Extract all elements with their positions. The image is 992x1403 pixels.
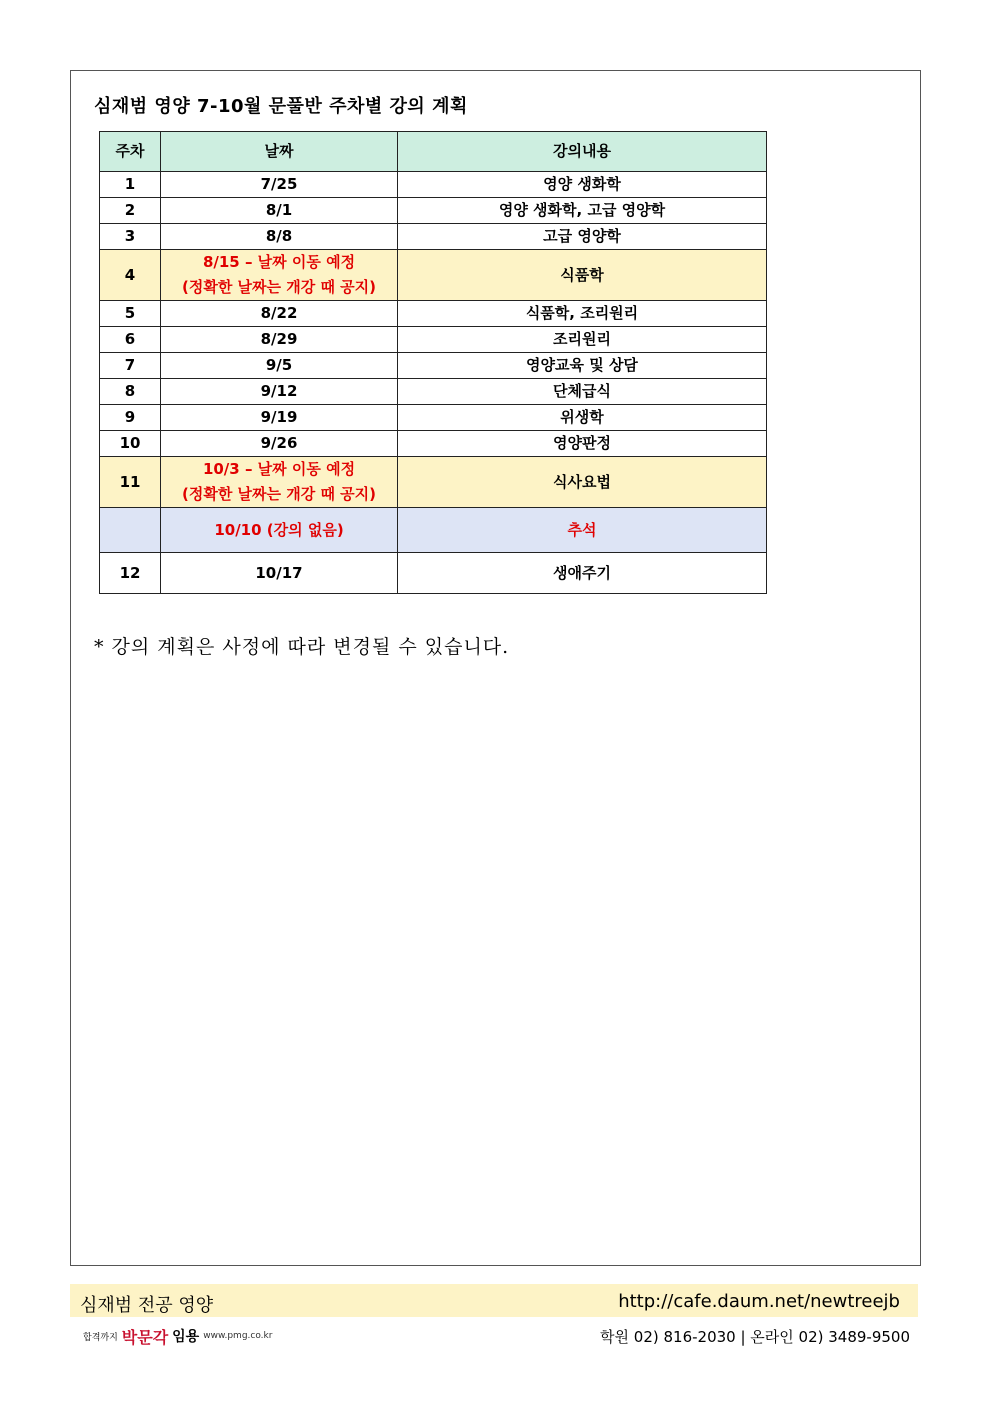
page-title: 심재범 영양 7-10월 문풀반 주차별 강의 계획 — [94, 96, 468, 117]
date-cell: 10/17 — [161, 553, 398, 594]
date-cell: 9/19 — [161, 405, 398, 431]
week-cell: 10 — [100, 431, 161, 457]
lecture-plan-table — [99, 131, 767, 594]
table-row — [100, 172, 767, 198]
date-cell: 7/25 — [161, 172, 398, 198]
header-week: 주차 — [100, 132, 161, 172]
table-row — [100, 353, 767, 379]
brand-prefix: 합격까지 — [83, 1332, 118, 1343]
week-cell: 7 — [100, 353, 161, 379]
date-cell: 8/1 — [161, 198, 398, 224]
schedule-note: * 강의 계획은 사정에 따라 변경될 수 있습니다. — [94, 636, 510, 658]
week-cell: 9 — [100, 405, 161, 431]
week-cell: 2 — [100, 198, 161, 224]
table-row — [100, 327, 767, 353]
brand-logo — [83, 1324, 272, 1348]
table-row — [100, 198, 767, 224]
content-cell: 추석 — [398, 508, 767, 553]
date-notice-line2: (정확한 날짜는 개강 때 공지) — [182, 485, 376, 503]
footer-url-link[interactable]: http://cafe.daum.net/newtreejb — [618, 1291, 900, 1312]
content-cell: 식사요법 — [398, 457, 767, 508]
date-cell: 9/26 — [161, 431, 398, 457]
week-cell: 11 — [100, 457, 161, 508]
date-cell: 9/5 — [161, 353, 398, 379]
footer-course-name: 심재범 전공 영양 — [80, 1295, 214, 1316]
content-cell: 위생학 — [398, 405, 767, 431]
content-cell: 식품학, 조리원리 — [398, 301, 767, 327]
week-cell: 8 — [100, 379, 161, 405]
table-header-row — [100, 132, 767, 172]
date-cell: 10/10 (강의 없음) — [161, 508, 398, 553]
date-notice-line1: 8/15 – 날짜 이동 예정 — [202, 253, 356, 271]
header-date: 날짜 — [161, 132, 398, 172]
content-cell: 단체급식 — [398, 379, 767, 405]
content-cell: 생애주기 — [398, 553, 767, 594]
table-row-highlighted — [100, 457, 767, 508]
date-cell: 8/29 — [161, 327, 398, 353]
table-row — [100, 431, 767, 457]
brand-suffix: 임용 — [172, 1329, 200, 1345]
date-notice-line1: 10/3 – 날짜 이동 예정 — [202, 460, 356, 478]
table-row — [100, 553, 767, 594]
content-cell: 고급 영양학 — [398, 224, 767, 250]
week-cell: 1 — [100, 172, 161, 198]
date-cell: 8/22 — [161, 301, 398, 327]
content-cell: 식품학 — [398, 250, 767, 301]
week-cell: 4 — [100, 250, 161, 301]
table-row-holiday — [100, 508, 767, 553]
brand-mark: 박문각 — [121, 1327, 169, 1347]
header-content: 강의내용 — [398, 132, 767, 172]
footer-contact: 학원 02) 816-2030 | 온라인 02) 3489-9500 — [600, 1328, 910, 1346]
table-row — [100, 405, 767, 431]
date-cell-notice — [161, 457, 398, 508]
content-cell: 조리원리 — [398, 327, 767, 353]
week-cell: 6 — [100, 327, 161, 353]
week-cell: 3 — [100, 224, 161, 250]
date-cell: 8/8 — [161, 224, 398, 250]
date-cell-notice — [161, 250, 398, 301]
table-row — [100, 224, 767, 250]
content-cell: 영양 생화학 — [398, 172, 767, 198]
week-cell — [100, 508, 161, 553]
week-cell: 5 — [100, 301, 161, 327]
date-cell: 9/12 — [161, 379, 398, 405]
content-cell: 영양판정 — [398, 431, 767, 457]
week-cell: 12 — [100, 553, 161, 594]
table-row — [100, 379, 767, 405]
date-notice-line2: (정확한 날짜는 개강 때 공지) — [182, 278, 376, 296]
table-row-highlighted — [100, 250, 767, 301]
brand-site: www.pmg.co.kr — [203, 1331, 273, 1341]
table-row — [100, 301, 767, 327]
content-cell: 영양 생화학, 고급 영양학 — [398, 198, 767, 224]
content-cell: 영양교육 및 상담 — [398, 353, 767, 379]
